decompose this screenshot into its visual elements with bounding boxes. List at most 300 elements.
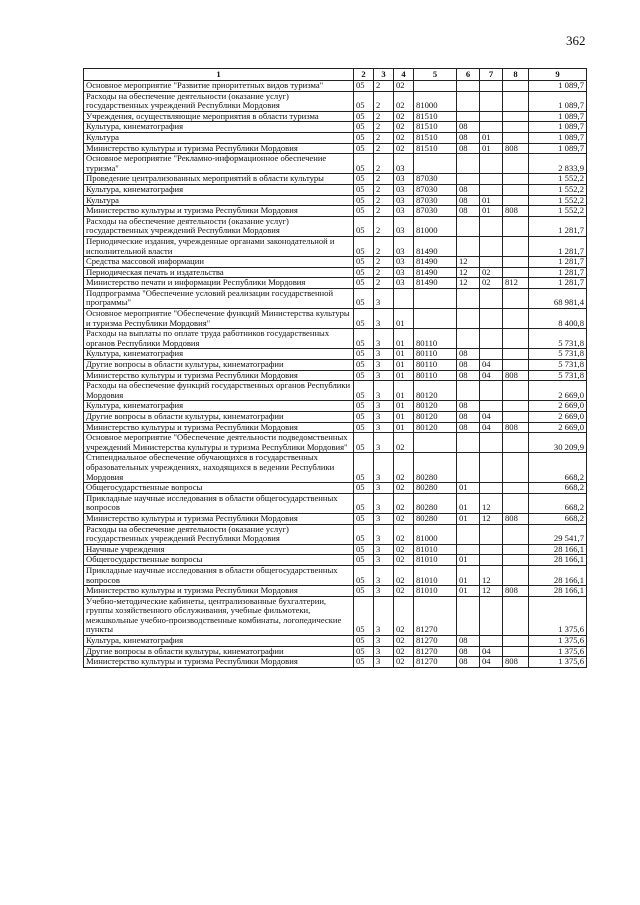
cell-section: 08 — [457, 636, 480, 647]
cell-name: Учреждения, осуществляющие мероприятия в области туризма — [84, 111, 354, 122]
cell-program: 05 — [354, 524, 374, 544]
cell-subprogram: 3 — [374, 493, 394, 513]
cell-direction: 81510 — [414, 111, 457, 122]
cell-activity: 02 — [394, 493, 414, 513]
cell-subprogram: 2 — [374, 184, 394, 195]
cell-section: 01 — [457, 513, 480, 524]
cell-section: 08 — [457, 132, 480, 143]
cell-program: 05 — [354, 422, 374, 433]
page-number: 362 — [566, 33, 586, 48]
cell-subprogram: 3 — [374, 555, 394, 566]
cell-name: Расходы на обеспечение деятельности (оказание услуг) государственных учреждений Республики Мордовия — [84, 216, 354, 236]
header-cell: 5 — [414, 69, 457, 81]
cell-activity: 02 — [394, 657, 414, 668]
cell-activity: 02 — [394, 586, 414, 597]
cell-activity: 01 — [394, 370, 414, 381]
cell-activity: 02 — [394, 646, 414, 657]
cell-program: 05 — [354, 278, 374, 289]
cell-name: Другие вопросы в области культуры, кинематографии — [84, 646, 354, 657]
cell-subsection: 04 — [480, 370, 503, 381]
cell-direction: 87030 — [414, 174, 457, 185]
table-row — [84, 565, 587, 585]
table-row — [84, 143, 587, 154]
cell-direction — [414, 309, 457, 329]
cell-direction: 80280 — [414, 513, 457, 524]
cell-amount: 1 281,7 — [529, 278, 587, 289]
cell-section — [457, 216, 480, 236]
cell-amount: 1 089,7 — [529, 81, 587, 92]
cell-program: 05 — [354, 216, 374, 236]
cell-activity: 01 — [394, 349, 414, 360]
cell-amount: 668,2 — [529, 513, 587, 524]
cell-activity: 03 — [394, 267, 414, 278]
cell-subsection — [480, 596, 503, 635]
table-body — [84, 81, 587, 668]
cell-direction: 87030 — [414, 184, 457, 195]
cell-name: Министерство печати и информации Республики Мордовия — [84, 278, 354, 289]
cell-direction: 81270 — [414, 636, 457, 647]
cell-subprogram: 2 — [374, 81, 394, 92]
cell-amount: 1 552,2 — [529, 206, 587, 217]
table-row — [84, 111, 587, 122]
cell-subprogram: 3 — [374, 433, 394, 453]
cell-section: 01 — [457, 555, 480, 566]
cell-amount: 5 731,8 — [529, 370, 587, 381]
header-cell: 4 — [394, 69, 414, 81]
cell-subsection — [480, 453, 503, 483]
cell-section: 08 — [457, 206, 480, 217]
cell-amount: 2 669,0 — [529, 412, 587, 423]
cell-subprogram: 2 — [374, 267, 394, 278]
cell-subprogram: 3 — [374, 646, 394, 657]
table-row — [84, 174, 587, 185]
cell-amount: 668,2 — [529, 493, 587, 513]
cell-direction: 81270 — [414, 657, 457, 668]
cell-amount: 1 089,7 — [529, 132, 587, 143]
cell-activity: 03 — [394, 257, 414, 268]
cell-direction: 81010 — [414, 565, 457, 585]
cell-subsection: 04 — [480, 360, 503, 371]
table-row — [84, 278, 587, 289]
cell-ministry — [503, 288, 529, 308]
cell-name: Министерство культуры и туризма Республики Мордовия — [84, 143, 354, 154]
cell-amount: 29 541,7 — [529, 524, 587, 544]
table-row — [84, 636, 587, 647]
cell-subsection — [480, 349, 503, 360]
cell-program: 05 — [354, 267, 374, 278]
header-cell: 6 — [457, 69, 480, 81]
cell-activity: 02 — [394, 433, 414, 453]
table-row — [84, 555, 587, 566]
cell-name: Министерство культуры и туризма Республики Мордовия — [84, 657, 354, 668]
cell-ministry — [503, 81, 529, 92]
cell-section — [457, 91, 480, 111]
cell-subsection — [480, 401, 503, 412]
cell-subsection — [480, 257, 503, 268]
cell-program: 05 — [354, 370, 374, 381]
cell-activity: 03 — [394, 154, 414, 174]
cell-program: 05 — [354, 596, 374, 635]
cell-name: Культура, кинематография — [84, 349, 354, 360]
cell-activity: 01 — [394, 412, 414, 423]
cell-section — [457, 329, 480, 349]
cell-ministry — [503, 646, 529, 657]
cell-amount: 1 375,6 — [529, 646, 587, 657]
table-row — [84, 288, 587, 308]
table-row — [84, 216, 587, 236]
cell-direction: 81510 — [414, 143, 457, 154]
cell-subsection — [480, 544, 503, 555]
table-header-row — [84, 69, 587, 81]
cell-amount: 1 089,7 — [529, 91, 587, 111]
cell-name: Расходы на обеспечение деятельности (оказание услуг) государственных учреждений Республики Мордовия — [84, 91, 354, 111]
cell-name: Общегосударственные вопросы — [84, 483, 354, 494]
cell-program: 05 — [354, 433, 374, 453]
cell-ministry — [503, 122, 529, 133]
cell-activity: 02 — [394, 565, 414, 585]
cell-amount: 1 089,7 — [529, 143, 587, 154]
cell-program: 05 — [354, 309, 374, 329]
cell-ministry: 808 — [503, 206, 529, 217]
table-row — [84, 412, 587, 423]
cell-direction: 81510 — [414, 122, 457, 133]
cell-subsection — [480, 381, 503, 401]
cell-ministry — [503, 412, 529, 423]
cell-subsection — [480, 433, 503, 453]
cell-ministry — [503, 596, 529, 635]
cell-program: 05 — [354, 636, 374, 647]
table-row — [84, 657, 587, 668]
table-row — [84, 91, 587, 111]
table-row — [84, 370, 587, 381]
cell-program: 05 — [354, 91, 374, 111]
cell-subprogram: 3 — [374, 544, 394, 555]
cell-section: 08 — [457, 401, 480, 412]
cell-direction: 81490 — [414, 278, 457, 289]
cell-activity: 02 — [394, 122, 414, 133]
cell-amount: 1 375,6 — [529, 657, 587, 668]
header-cell: 9 — [529, 69, 587, 81]
cell-program: 05 — [354, 329, 374, 349]
cell-direction — [414, 288, 457, 308]
cell-ministry — [503, 267, 529, 278]
cell-activity: 02 — [394, 596, 414, 635]
cell-subsection: 01 — [480, 143, 503, 154]
cell-subsection: 01 — [480, 132, 503, 143]
cell-name: Культура — [84, 195, 354, 206]
cell-ministry: 808 — [503, 422, 529, 433]
cell-ministry: 808 — [503, 586, 529, 597]
cell-amount: 5 731,8 — [529, 360, 587, 371]
cell-amount: 8 400,8 — [529, 309, 587, 329]
cell-program: 05 — [354, 483, 374, 494]
table-row — [84, 646, 587, 657]
cell-subsection — [480, 81, 503, 92]
cell-program: 05 — [354, 646, 374, 657]
cell-program: 05 — [354, 412, 374, 423]
cell-section: 01 — [457, 565, 480, 585]
cell-activity: 03 — [394, 216, 414, 236]
cell-ministry — [503, 349, 529, 360]
cell-amount: 668,2 — [529, 453, 587, 483]
cell-subprogram: 2 — [374, 216, 394, 236]
cell-name: Расходы на обеспечение деятельности (оказание услуг) государственных учреждений Республики Мордовия — [84, 524, 354, 544]
cell-program: 05 — [354, 401, 374, 412]
cell-subprogram: 3 — [374, 288, 394, 308]
cell-subsection — [480, 636, 503, 647]
cell-subprogram: 2 — [374, 195, 394, 206]
cell-ministry — [503, 453, 529, 483]
cell-subprogram: 2 — [374, 257, 394, 268]
cell-subprogram: 3 — [374, 370, 394, 381]
table-row — [84, 360, 587, 371]
cell-activity: 02 — [394, 483, 414, 494]
cell-amount: 1 089,7 — [529, 122, 587, 133]
cell-ministry: 808 — [503, 657, 529, 668]
cell-subsection — [480, 329, 503, 349]
cell-activity: 01 — [394, 422, 414, 433]
cell-ministry — [503, 555, 529, 566]
cell-name: Министерство культуры и туризма Республики Мордовия — [84, 586, 354, 597]
table-row — [84, 206, 587, 217]
cell-program: 05 — [354, 381, 374, 401]
cell-name: Культура, кинематография — [84, 184, 354, 195]
table-row — [84, 132, 587, 143]
cell-direction: 80110 — [414, 370, 457, 381]
cell-name: Министерство культуры и туризма Республики Мордовия — [84, 513, 354, 524]
cell-activity: 03 — [394, 206, 414, 217]
table-row — [84, 524, 587, 544]
cell-section: 08 — [457, 422, 480, 433]
cell-ministry — [503, 544, 529, 555]
cell-ministry — [503, 154, 529, 174]
cell-amount: 2 833,9 — [529, 154, 587, 174]
cell-program: 05 — [354, 493, 374, 513]
cell-section: 08 — [457, 646, 480, 657]
cell-name: Прикладные научные исследования в области общегосударственных вопросов — [84, 493, 354, 513]
cell-ministry — [503, 360, 529, 371]
cell-program: 05 — [354, 206, 374, 217]
cell-ministry — [503, 565, 529, 585]
cell-section: 08 — [457, 370, 480, 381]
cell-subprogram: 2 — [374, 154, 394, 174]
cell-subprogram: 3 — [374, 422, 394, 433]
cell-section: 08 — [457, 349, 480, 360]
cell-name: Другие вопросы в области культуры, кинематографии — [84, 412, 354, 423]
cell-subsection: 04 — [480, 657, 503, 668]
cell-section — [457, 544, 480, 555]
cell-amount: 2 669,0 — [529, 381, 587, 401]
table-row — [84, 381, 587, 401]
budget-table — [83, 68, 587, 668]
cell-program: 05 — [354, 184, 374, 195]
cell-section: 12 — [457, 267, 480, 278]
cell-subprogram: 3 — [374, 586, 394, 597]
cell-name: Основное мероприятие "Обеспечение деятельности подведомственных учреждений Министерства культуры и туризма Республики Мордовия" — [84, 433, 354, 453]
cell-direction: 80110 — [414, 360, 457, 371]
cell-amount: 28 166,1 — [529, 586, 587, 597]
cell-program: 05 — [354, 657, 374, 668]
header-cell: 2 — [354, 69, 374, 81]
cell-program: 05 — [354, 122, 374, 133]
cell-ministry — [503, 381, 529, 401]
cell-amount: 1 375,6 — [529, 596, 587, 635]
cell-direction: 81000 — [414, 91, 457, 111]
cell-direction: 81510 — [414, 132, 457, 143]
cell-activity: 01 — [394, 401, 414, 412]
cell-name: Культура, кинематография — [84, 122, 354, 133]
cell-activity: 01 — [394, 329, 414, 349]
cell-subprogram: 3 — [374, 657, 394, 668]
cell-name: Культура, кинематография — [84, 401, 354, 412]
cell-program: 05 — [354, 195, 374, 206]
cell-subsection — [480, 309, 503, 329]
cell-subprogram: 3 — [374, 329, 394, 349]
cell-direction: 80110 — [414, 329, 457, 349]
cell-name: Подпрограмма "Обеспечение условий реализации государственной программы" — [84, 288, 354, 308]
cell-ministry — [503, 132, 529, 143]
cell-subprogram: 2 — [374, 122, 394, 133]
cell-name: Расходы на выплаты по оплате труда работников государственных органов Республики Мордовия — [84, 329, 354, 349]
cell-direction: 81490 — [414, 257, 457, 268]
cell-direction: 81270 — [414, 596, 457, 635]
cell-direction: 81490 — [414, 236, 457, 256]
cell-subprogram: 2 — [374, 132, 394, 143]
cell-section: 12 — [457, 278, 480, 289]
cell-activity: 02 — [394, 555, 414, 566]
cell-activity: 02 — [394, 453, 414, 483]
table-row — [84, 349, 587, 360]
cell-direction: 81010 — [414, 586, 457, 597]
cell-activity — [394, 288, 414, 308]
table-row — [84, 483, 587, 494]
cell-ministry: 808 — [503, 370, 529, 381]
table-row — [84, 513, 587, 524]
cell-section — [457, 381, 480, 401]
cell-program: 05 — [354, 586, 374, 597]
cell-subsection — [480, 216, 503, 236]
table-row — [84, 184, 587, 195]
cell-direction: 81010 — [414, 555, 457, 566]
cell-direction: 81490 — [414, 267, 457, 278]
cell-subprogram: 3 — [374, 636, 394, 647]
cell-name: Общегосударственные вопросы — [84, 555, 354, 566]
cell-program: 05 — [354, 360, 374, 371]
cell-subsection: 02 — [480, 278, 503, 289]
cell-ministry: 808 — [503, 143, 529, 154]
cell-direction: 87030 — [414, 195, 457, 206]
cell-ministry — [503, 184, 529, 195]
cell-subprogram: 3 — [374, 412, 394, 423]
header-cell: 3 — [374, 69, 394, 81]
table-row — [84, 257, 587, 268]
cell-amount: 2 669,0 — [529, 422, 587, 433]
cell-section — [457, 288, 480, 308]
cell-direction: 87030 — [414, 206, 457, 217]
table-row — [84, 122, 587, 133]
cell-amount: 28 166,1 — [529, 555, 587, 566]
cell-section — [457, 154, 480, 174]
cell-section — [457, 433, 480, 453]
cell-activity: 02 — [394, 132, 414, 143]
cell-subprogram: 3 — [374, 524, 394, 544]
cell-subprogram: 2 — [374, 206, 394, 217]
cell-name: Средства массовой информации — [84, 257, 354, 268]
cell-name: Периодическая печать и издательства — [84, 267, 354, 278]
cell-section: 08 — [457, 122, 480, 133]
cell-amount: 1 089,7 — [529, 111, 587, 122]
table-row — [84, 309, 587, 329]
cell-subsection: 01 — [480, 206, 503, 217]
cell-subsection — [480, 483, 503, 494]
cell-activity: 03 — [394, 236, 414, 256]
cell-activity: 03 — [394, 174, 414, 185]
cell-section: 01 — [457, 586, 480, 597]
cell-subsection: 12 — [480, 493, 503, 513]
cell-program: 05 — [354, 288, 374, 308]
cell-ministry — [503, 174, 529, 185]
cell-activity: 01 — [394, 381, 414, 401]
cell-activity: 02 — [394, 143, 414, 154]
cell-section — [457, 174, 480, 185]
cell-activity: 03 — [394, 278, 414, 289]
cell-subprogram: 3 — [374, 360, 394, 371]
cell-amount: 1 281,7 — [529, 236, 587, 256]
cell-section: 08 — [457, 412, 480, 423]
cell-section — [457, 596, 480, 635]
cell-amount: 2 669,0 — [529, 401, 587, 412]
cell-section — [457, 453, 480, 483]
cell-subsection — [480, 111, 503, 122]
cell-subsection: 12 — [480, 513, 503, 524]
cell-program: 05 — [354, 174, 374, 185]
table-row — [84, 195, 587, 206]
cell-subprogram: 3 — [374, 349, 394, 360]
cell-ministry — [503, 111, 529, 122]
cell-amount: 5 731,8 — [529, 349, 587, 360]
cell-ministry — [503, 216, 529, 236]
cell-subprogram: 2 — [374, 236, 394, 256]
cell-subprogram: 3 — [374, 309, 394, 329]
cell-name: Другие вопросы в области культуры, кинематографии — [84, 360, 354, 371]
cell-section — [457, 236, 480, 256]
cell-program: 05 — [354, 555, 374, 566]
cell-ministry — [503, 309, 529, 329]
cell-activity: 02 — [394, 513, 414, 524]
cell-ministry: 812 — [503, 278, 529, 289]
cell-subsection — [480, 122, 503, 133]
table-row — [84, 401, 587, 412]
cell-program: 05 — [354, 236, 374, 256]
cell-amount: 1 552,2 — [529, 174, 587, 185]
cell-program: 05 — [354, 132, 374, 143]
cell-subsection — [480, 524, 503, 544]
cell-subsection: 04 — [480, 412, 503, 423]
cell-direction — [414, 154, 457, 174]
header-cell: 8 — [503, 69, 529, 81]
cell-subprogram: 3 — [374, 401, 394, 412]
cell-name: Основное мероприятие "Рекламно-информационное обеспечение туризма" — [84, 154, 354, 174]
header-cell: 1 — [84, 69, 354, 81]
cell-section — [457, 309, 480, 329]
table-row — [84, 586, 587, 597]
cell-subsection — [480, 184, 503, 195]
cell-name: Культура, кинематография — [84, 636, 354, 647]
cell-section — [457, 524, 480, 544]
cell-subsection — [480, 174, 503, 185]
cell-subsection: 12 — [480, 586, 503, 597]
cell-subprogram: 2 — [374, 174, 394, 185]
